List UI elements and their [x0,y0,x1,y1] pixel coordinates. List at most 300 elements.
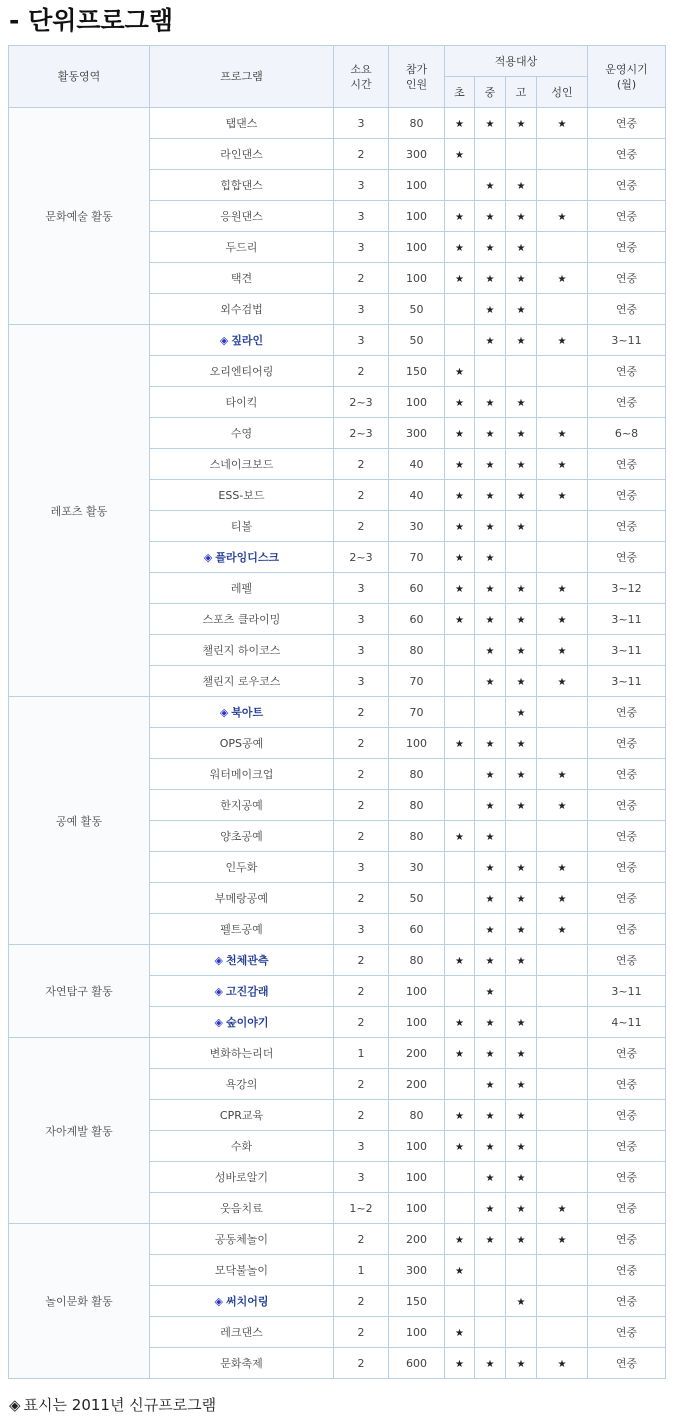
target-middle-cell [475,1069,506,1100]
program-name: 티볼 [230,520,253,533]
hours-cell: 2 [334,1317,389,1348]
star-icon: ★ [485,1358,495,1370]
star-icon: ★ [516,1141,526,1153]
period-cell: 연중 [588,790,666,821]
period-cell: 연중 [588,170,666,201]
star-icon: ★ [516,862,526,874]
star-icon: ★ [455,273,464,285]
program-cell [150,1100,334,1131]
star-icon: ★ [557,924,567,936]
people-cell: 100 [389,1131,445,1162]
diamond-icon: ◈ [203,551,213,564]
star-icon: ★ [485,955,495,967]
area-cell: 레포츠 활동 [9,325,150,697]
period-cell: 6~8 [588,418,666,449]
hours-cell: 2 [334,1100,389,1131]
program-cell [150,480,334,511]
target-elementary-cell [445,542,475,573]
target-elementary-cell [445,201,475,232]
program-name: 탭댄스 [225,117,258,130]
people-cell: 80 [389,790,445,821]
target-adult-cell [537,635,588,666]
period-cell: 연중 [588,387,666,418]
table-row [9,1224,666,1255]
star-icon: ★ [557,800,567,812]
target-high-cell [506,449,537,480]
hours-cell: 3 [334,1162,389,1193]
area-cell: 자아계발 활동 [9,1038,150,1224]
program-cell [150,728,334,759]
target-elementary-cell [445,139,475,170]
star-icon: ★ [557,211,567,223]
target-middle-cell [475,821,506,852]
target-adult-cell [537,666,588,697]
star-icon: ★ [485,180,495,192]
target-high-cell [506,635,537,666]
star-icon: ★ [455,242,464,254]
target-adult-cell [537,108,588,139]
target-middle-cell [475,604,506,635]
target-middle-cell [475,1193,506,1224]
target-middle-cell [475,139,506,170]
program-cell [150,139,334,170]
program-name: 택견 [230,272,253,285]
program-name: 짚라인 [231,334,264,347]
target-elementary-cell [445,1286,475,1317]
period-cell: 3~11 [588,604,666,635]
program-cell [150,418,334,449]
hours-cell: 2 [334,759,389,790]
hours-cell: 2 [334,790,389,821]
target-high-cell [506,1193,537,1224]
target-high-cell [506,263,537,294]
star-icon: ★ [516,1203,526,1215]
target-high-cell [506,232,537,263]
target-high-cell [506,945,537,976]
star-icon: ★ [455,459,464,471]
target-middle-cell [475,294,506,325]
star-icon: ★ [516,1079,526,1091]
target-elementary-cell [445,1193,475,1224]
target-high-cell [506,108,537,139]
target-elementary-cell [445,325,475,356]
program-name: 웃음치료 [220,1202,263,1215]
target-high-cell [506,1224,537,1255]
star-icon: ★ [485,645,495,657]
period-cell: 4~11 [588,1007,666,1038]
star-icon: ★ [516,521,526,533]
diamond-icon: ◈ [219,334,229,347]
target-adult-cell [537,418,588,449]
footnote [9,1394,216,1416]
program-name: 챌린지 하이코스 [202,644,281,657]
program-name: 응원댄스 [220,210,263,223]
target-adult-cell [537,945,588,976]
program-cell [150,945,334,976]
target-middle-cell [475,728,506,759]
target-adult-cell [537,697,588,728]
people-cell: 40 [389,449,445,480]
hours-cell: 2 [334,821,389,852]
program-cell [150,1162,334,1193]
target-high-cell [506,1069,537,1100]
target-elementary-cell [445,356,475,387]
target-elementary-cell [445,449,475,480]
period-cell: 연중 [588,759,666,790]
star-icon: ★ [485,1141,495,1153]
program-name: 플라잉디스크 [215,551,280,564]
program-cell [150,821,334,852]
target-adult-cell [537,387,588,418]
star-icon: ★ [516,800,526,812]
program-cell [150,449,334,480]
target-adult-cell [537,1224,588,1255]
program-cell [150,976,334,1007]
target-high-cell [506,1038,537,1069]
target-elementary-cell [445,666,475,697]
star-icon: ★ [557,335,567,347]
hours-cell: 2 [334,728,389,759]
star-icon: ★ [455,490,464,502]
area-cell: 문화예술 활동 [9,108,150,325]
program-name: 스포츠 클라이밍 [202,613,281,626]
target-high-cell [506,418,537,449]
star-icon: ★ [455,1358,464,1370]
star-icon: ★ [485,1203,495,1215]
program-cell [150,232,334,263]
target-high-cell [506,356,537,387]
program-name: 레펠 [230,582,253,595]
program-cell [150,604,334,635]
target-elementary-cell [445,976,475,1007]
star-icon: ★ [516,1048,526,1060]
target-middle-cell [475,1162,506,1193]
hours-cell: 2 [334,263,389,294]
target-adult-cell [537,1007,588,1038]
hours-cell: 2 [334,356,389,387]
target-high-cell [506,728,537,759]
star-icon: ★ [455,397,464,409]
star-icon: ★ [485,242,495,254]
target-elementary-cell [445,1255,475,1286]
program-name: 챌린지 로우코스 [202,675,281,688]
hours-cell: 2~3 [334,542,389,573]
period-cell: 연중 [588,480,666,511]
star-icon: ★ [485,490,495,502]
target-high-cell [506,1255,537,1286]
target-middle-cell [475,883,506,914]
hours-cell: 3 [334,325,389,356]
target-high-cell [506,294,537,325]
target-middle-cell [475,201,506,232]
people-cell: 300 [389,418,445,449]
program-cell [150,1286,334,1317]
star-icon: ★ [455,1234,464,1246]
period-cell: 3~11 [588,325,666,356]
target-high-cell [506,325,537,356]
star-icon: ★ [516,490,526,502]
people-cell: 40 [389,480,445,511]
target-adult-cell [537,449,588,480]
program-cell [150,573,334,604]
target-elementary-cell [445,387,475,418]
star-icon: ★ [557,769,567,781]
star-icon: ★ [485,831,495,843]
target-middle-cell [475,1224,506,1255]
period-cell: 연중 [588,201,666,232]
program-cell [150,325,334,356]
target-middle-cell [475,1286,506,1317]
star-icon: ★ [557,118,567,130]
target-elementary-cell [445,604,475,635]
people-cell: 300 [389,139,445,170]
star-icon: ★ [455,1265,464,1277]
star-icon: ★ [516,707,526,719]
star-icon: ★ [455,521,464,533]
target-middle-cell [475,108,506,139]
target-elementary-cell [445,883,475,914]
target-adult-cell [537,914,588,945]
program-name: 숲이야기 [225,1016,269,1029]
target-middle-cell [475,418,506,449]
star-icon: ★ [516,893,526,905]
people-cell: 30 [389,852,445,883]
star-icon: ★ [485,800,495,812]
star-icon: ★ [455,1327,464,1339]
star-icon: ★ [516,924,526,936]
target-high-cell [506,139,537,170]
star-icon: ★ [516,118,526,130]
target-adult-cell [537,1162,588,1193]
hours-cell: 3 [334,635,389,666]
star-icon: ★ [516,769,526,781]
star-icon: ★ [485,397,495,409]
target-elementary-cell [445,108,475,139]
program-cell [150,852,334,883]
program-name: 오리엔티어링 [209,365,274,378]
hours-cell: 2~3 [334,387,389,418]
star-icon: ★ [455,1048,464,1060]
hours-cell: 3 [334,914,389,945]
target-elementary-cell [445,1348,475,1379]
hours-cell: 3 [334,294,389,325]
program-name: 수영 [230,427,253,440]
hours-cell: 2~3 [334,418,389,449]
target-high-cell [506,511,537,542]
diamond-icon: ◈ [214,1016,223,1029]
star-icon: ★ [516,180,526,192]
target-high-cell [506,1348,537,1379]
period-cell: 3~11 [588,666,666,697]
target-middle-cell [475,325,506,356]
diamond-icon: ◈ [219,706,229,719]
star-icon: ★ [516,397,526,409]
people-cell: 100 [389,1007,445,1038]
program-name: 워터메이크업 [209,768,274,781]
program-table [8,45,666,1379]
people-cell: 50 [389,883,445,914]
program-name: 타이킥 [225,396,258,409]
target-high-cell [506,170,537,201]
program-name: 고진감래 [225,985,269,998]
star-icon: ★ [557,893,567,905]
program-name: 변화하는리더 [209,1047,274,1060]
star-icon: ★ [455,428,464,440]
star-icon: ★ [516,211,526,223]
star-icon: ★ [485,862,495,874]
target-elementary-cell [445,1007,475,1038]
target-adult-cell [537,480,588,511]
program-name: OPS공예 [219,737,264,750]
target-elementary-cell [445,1224,475,1255]
star-icon: ★ [455,955,464,967]
people-cell: 100 [389,387,445,418]
program-name: 라인댄스 [220,148,263,161]
program-name: 펠트공예 [220,923,263,936]
program-name: 레크댄스 [220,1326,263,1339]
period-cell: 연중 [588,1348,666,1379]
star-icon: ★ [485,614,495,626]
target-adult-cell [537,325,588,356]
program-name: ESS-보드 [218,489,265,502]
period-cell: 연중 [588,1162,666,1193]
star-icon: ★ [516,1234,526,1246]
program-cell [150,635,334,666]
star-icon: ★ [557,645,567,657]
people-cell: 100 [389,263,445,294]
program-name: 문화축제 [220,1357,263,1370]
hours-cell: 3 [334,170,389,201]
target-middle-cell [475,697,506,728]
target-high-cell [506,604,537,635]
program-cell [150,294,334,325]
target-elementary-cell [445,232,475,263]
target-middle-cell [475,1131,506,1162]
header-target-middle: 중 [475,77,506,108]
program-cell [150,108,334,139]
program-name: 인두화 [225,861,258,874]
star-icon: ★ [455,583,464,595]
hours-cell: 3 [334,1131,389,1162]
people-cell: 80 [389,759,445,790]
people-cell: 70 [389,542,445,573]
target-elementary-cell [445,263,475,294]
program-cell [150,697,334,728]
people-cell: 80 [389,945,445,976]
people-cell: 30 [389,511,445,542]
program-name: 공동체놀이 [214,1233,269,1246]
target-high-cell [506,480,537,511]
program-cell [150,1317,334,1348]
target-middle-cell [475,666,506,697]
star-icon: ★ [485,1048,495,1060]
program-name: 수화 [230,1140,253,1153]
target-adult-cell [537,263,588,294]
star-icon: ★ [455,1141,464,1153]
hours-cell: 2 [334,1286,389,1317]
hours-cell: 3 [334,201,389,232]
period-cell: 연중 [588,883,666,914]
target-elementary-cell [445,294,475,325]
period-cell: 연중 [588,449,666,480]
target-elementary-cell [445,852,475,883]
star-icon: ★ [557,676,567,688]
star-icon: ★ [455,738,464,750]
hours-cell: 1 [334,1255,389,1286]
star-icon: ★ [485,769,495,781]
hours-cell: 2 [334,697,389,728]
people-cell: 60 [389,914,445,945]
target-middle-cell [475,263,506,294]
star-icon: ★ [485,1079,495,1091]
target-high-cell [506,573,537,604]
people-cell: 150 [389,356,445,387]
star-icon: ★ [516,459,526,471]
star-icon: ★ [485,676,495,688]
star-icon: ★ [485,583,495,595]
diamond-icon: ◈ [9,1396,21,1414]
star-icon: ★ [485,211,495,223]
star-icon: ★ [516,428,526,440]
star-icon: ★ [485,924,495,936]
program-cell [150,201,334,232]
period-cell: 연중 [588,1131,666,1162]
target-elementary-cell [445,1038,475,1069]
star-icon: ★ [557,862,567,874]
header-period: 운영시기 (월) [588,46,666,108]
target-high-cell [506,697,537,728]
target-middle-cell [475,1255,506,1286]
star-icon: ★ [557,273,567,285]
period-cell: 3~12 [588,573,666,604]
target-elementary-cell [445,790,475,821]
program-name: 양초공예 [220,830,263,843]
program-cell [150,263,334,294]
star-icon: ★ [485,521,495,533]
star-icon: ★ [516,1358,526,1370]
period-cell: 3~11 [588,635,666,666]
period-cell: 연중 [588,1224,666,1255]
star-icon: ★ [485,273,495,285]
people-cell: 60 [389,604,445,635]
program-name: 부메랑공예 [214,892,269,905]
star-icon: ★ [485,1017,495,1029]
program-cell [150,170,334,201]
star-icon: ★ [557,428,567,440]
people-cell: 100 [389,232,445,263]
program-name: 욕강의 [225,1078,258,1091]
hours-cell: 2 [334,139,389,170]
program-name: 천체관측 [225,954,269,967]
star-icon: ★ [485,1110,495,1122]
hours-cell: 2 [334,1348,389,1379]
program-cell [150,511,334,542]
target-adult-cell [537,511,588,542]
table-row [9,697,666,728]
program-name: CPR교육 [219,1109,264,1122]
period-cell: 연중 [588,914,666,945]
people-cell: 200 [389,1069,445,1100]
target-middle-cell [475,387,506,418]
hours-cell: 2 [334,945,389,976]
star-icon: ★ [516,955,526,967]
period-cell: 연중 [588,294,666,325]
star-icon: ★ [485,304,495,316]
star-icon: ★ [516,738,526,750]
program-cell [150,914,334,945]
target-middle-cell [475,945,506,976]
star-icon: ★ [455,118,464,130]
